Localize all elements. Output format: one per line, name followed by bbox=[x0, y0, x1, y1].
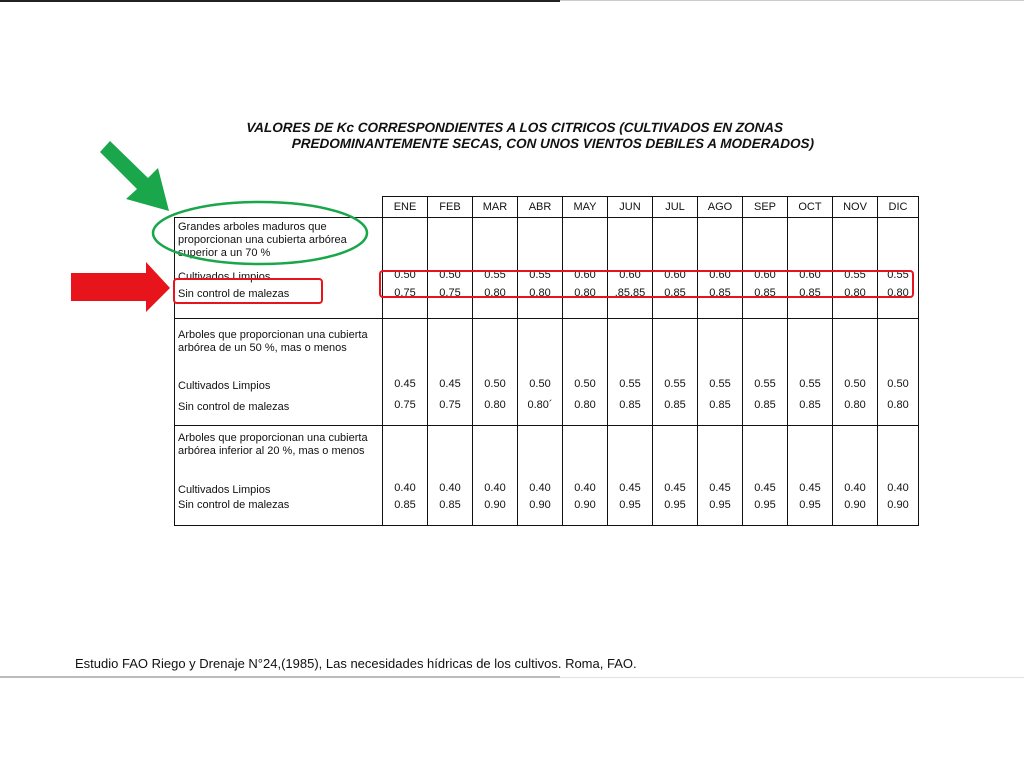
kc-value: 0.40 bbox=[383, 479, 428, 497]
bottom-rule bbox=[0, 676, 560, 678]
kc-value: 0.85 bbox=[743, 392, 788, 414]
kc-value: 0.60 bbox=[743, 266, 788, 283]
table-row bbox=[175, 496, 919, 525]
source-caption: Estudio FAO Riego y Drenaje N°24,(1985), Las necesidades hídricas de los cultivos. Roma, FAO. bbox=[75, 656, 637, 671]
kc-value: 0.50 bbox=[878, 374, 919, 392]
kc-value: 0.95 bbox=[743, 496, 788, 525]
kc-value: 0.90 bbox=[473, 496, 518, 525]
month-header-row bbox=[175, 197, 919, 218]
row-label: Sin control de malezas bbox=[175, 496, 383, 525]
month-header: MAR bbox=[473, 197, 518, 218]
kc-value: 0.60 bbox=[698, 266, 743, 283]
kc-value: 0.45 bbox=[383, 374, 428, 392]
kc-value: 0.95 bbox=[788, 496, 833, 525]
kc-value: 0.55 bbox=[698, 374, 743, 392]
kc-value: 0.40 bbox=[878, 479, 919, 497]
title-line-2: PREDOMINANTEMENTE SECAS, CON UNOS VIENTOS DEBILES A MODERADOS) bbox=[291, 136, 815, 151]
kc-value: 0.85 bbox=[428, 496, 473, 525]
kc-value: 0.75 bbox=[428, 283, 473, 306]
kc-value: 0.40 bbox=[518, 479, 563, 497]
kc-value: 0.85 bbox=[383, 496, 428, 525]
top-rule-faint bbox=[560, 0, 1024, 1]
table-row bbox=[175, 479, 919, 497]
month-header: JUN bbox=[608, 197, 653, 218]
kc-value: 0.50 bbox=[428, 266, 473, 283]
kc-table bbox=[174, 196, 919, 526]
group-description: Grandes arboles maduros que proporcionan una cubierta arbórea superior a un 70 % bbox=[175, 218, 383, 267]
kc-value: 0.60 bbox=[653, 266, 698, 283]
row-label: Cultivados Limpios bbox=[175, 479, 383, 497]
kc-value: 0.60 bbox=[788, 266, 833, 283]
kc-value: .85.85 bbox=[608, 283, 653, 306]
row-label: Sin control de malezas bbox=[175, 283, 383, 306]
kc-value: 0.40 bbox=[473, 479, 518, 497]
kc-value: 0.85 bbox=[698, 283, 743, 306]
kc-value: 0.40 bbox=[833, 479, 878, 497]
table-row bbox=[175, 392, 919, 414]
kc-value: 0.45 bbox=[743, 479, 788, 497]
kc-value: 0.50 bbox=[473, 374, 518, 392]
kc-value: 0.90 bbox=[518, 496, 563, 525]
kc-value: 0.80 bbox=[878, 283, 919, 306]
row-label: Cultivados Limpios bbox=[175, 266, 383, 283]
kc-value: 0.95 bbox=[698, 496, 743, 525]
kc-value: 0.80´ bbox=[518, 392, 563, 414]
kc-value: 0.80 bbox=[833, 283, 878, 306]
table-title bbox=[245, 120, 886, 152]
kc-value: 0.85 bbox=[698, 392, 743, 414]
kc-value: 0.60 bbox=[563, 266, 608, 283]
kc-value: 0.55 bbox=[518, 266, 563, 283]
month-header: AGO bbox=[698, 197, 743, 218]
month-header: ENE bbox=[383, 197, 428, 218]
kc-value: 0.90 bbox=[878, 496, 919, 525]
kc-value: 0.80 bbox=[473, 392, 518, 414]
kc-value: 0.55 bbox=[743, 374, 788, 392]
kc-value: 0.40 bbox=[428, 479, 473, 497]
arrow-right-icon bbox=[71, 262, 170, 312]
kc-value: 0.85 bbox=[653, 392, 698, 414]
kc-value: 0.55 bbox=[473, 266, 518, 283]
kc-value: 0.75 bbox=[383, 283, 428, 306]
kc-value: 0.50 bbox=[518, 374, 563, 392]
kc-value: 0.50 bbox=[833, 374, 878, 392]
arrow-down-right-icon bbox=[100, 141, 169, 211]
kc-value: 0.80 bbox=[878, 392, 919, 414]
kc-value: 0.55 bbox=[833, 266, 878, 283]
kc-value: 0.80 bbox=[563, 283, 608, 306]
month-header: FEB bbox=[428, 197, 473, 218]
kc-value: 0.45 bbox=[608, 479, 653, 497]
month-header: JUL bbox=[653, 197, 698, 218]
title-line-1: VALORES DE Kc CORRESPONDIENTES A LOS CITRICOS (CULTIVADOS EN ZONAS bbox=[246, 120, 784, 135]
month-header: SEP bbox=[743, 197, 788, 218]
month-header: NOV bbox=[833, 197, 878, 218]
spacer-row bbox=[175, 306, 919, 318]
table-row bbox=[175, 374, 919, 392]
group-description-row bbox=[175, 318, 919, 374]
month-header: DIC bbox=[878, 197, 919, 218]
row-label: Sin control de malezas bbox=[175, 392, 383, 414]
kc-value: 0.55 bbox=[878, 266, 919, 283]
kc-value: 0.80 bbox=[563, 392, 608, 414]
row-label: Cultivados Limpios bbox=[175, 374, 383, 392]
group-description-row bbox=[175, 426, 919, 479]
table-row bbox=[175, 266, 919, 283]
kc-value: 0.85 bbox=[788, 392, 833, 414]
bottom-rule-faint bbox=[560, 677, 1024, 678]
kc-value: 0.85 bbox=[743, 283, 788, 306]
kc-value: 0.45 bbox=[698, 479, 743, 497]
kc-value: 0.45 bbox=[653, 479, 698, 497]
group-description-row bbox=[175, 218, 919, 267]
kc-value: 0.90 bbox=[833, 496, 878, 525]
group-description: Arboles que proporcionan una cubierta arbórea de un 50 %, mas o menos bbox=[175, 318, 383, 374]
kc-value: 0.85 bbox=[788, 283, 833, 306]
kc-value: 0.75 bbox=[428, 392, 473, 414]
month-header: OCT bbox=[788, 197, 833, 218]
kc-value: 0.75 bbox=[383, 392, 428, 414]
kc-value: 0.50 bbox=[383, 266, 428, 283]
kc-value: 0.55 bbox=[788, 374, 833, 392]
header-blank bbox=[175, 197, 383, 218]
kc-value: 0.80 bbox=[473, 283, 518, 306]
group-description: Arboles que proporcionan una cubierta arbórea inferior al 20 %, mas o menos bbox=[175, 426, 383, 479]
month-header: ABR bbox=[518, 197, 563, 218]
kc-value: 0.45 bbox=[788, 479, 833, 497]
kc-value: 0.80 bbox=[518, 283, 563, 306]
kc-value: 0.95 bbox=[608, 496, 653, 525]
kc-value: 0.95 bbox=[653, 496, 698, 525]
kc-value: 0.50 bbox=[563, 374, 608, 392]
kc-value: 0.45 bbox=[428, 374, 473, 392]
kc-value: 0.55 bbox=[608, 374, 653, 392]
kc-value: 0.80 bbox=[833, 392, 878, 414]
kc-value: 0.85 bbox=[608, 392, 653, 414]
kc-value: 0.55 bbox=[653, 374, 698, 392]
top-rule bbox=[0, 0, 560, 2]
spacer-row bbox=[175, 413, 919, 425]
kc-value: 0.60 bbox=[608, 266, 653, 283]
table-row-highlighted bbox=[175, 283, 919, 306]
kc-value: 0.85 bbox=[653, 283, 698, 306]
kc-value: 0.40 bbox=[563, 479, 608, 497]
month-header: MAY bbox=[563, 197, 608, 218]
kc-value: 0.90 bbox=[563, 496, 608, 525]
